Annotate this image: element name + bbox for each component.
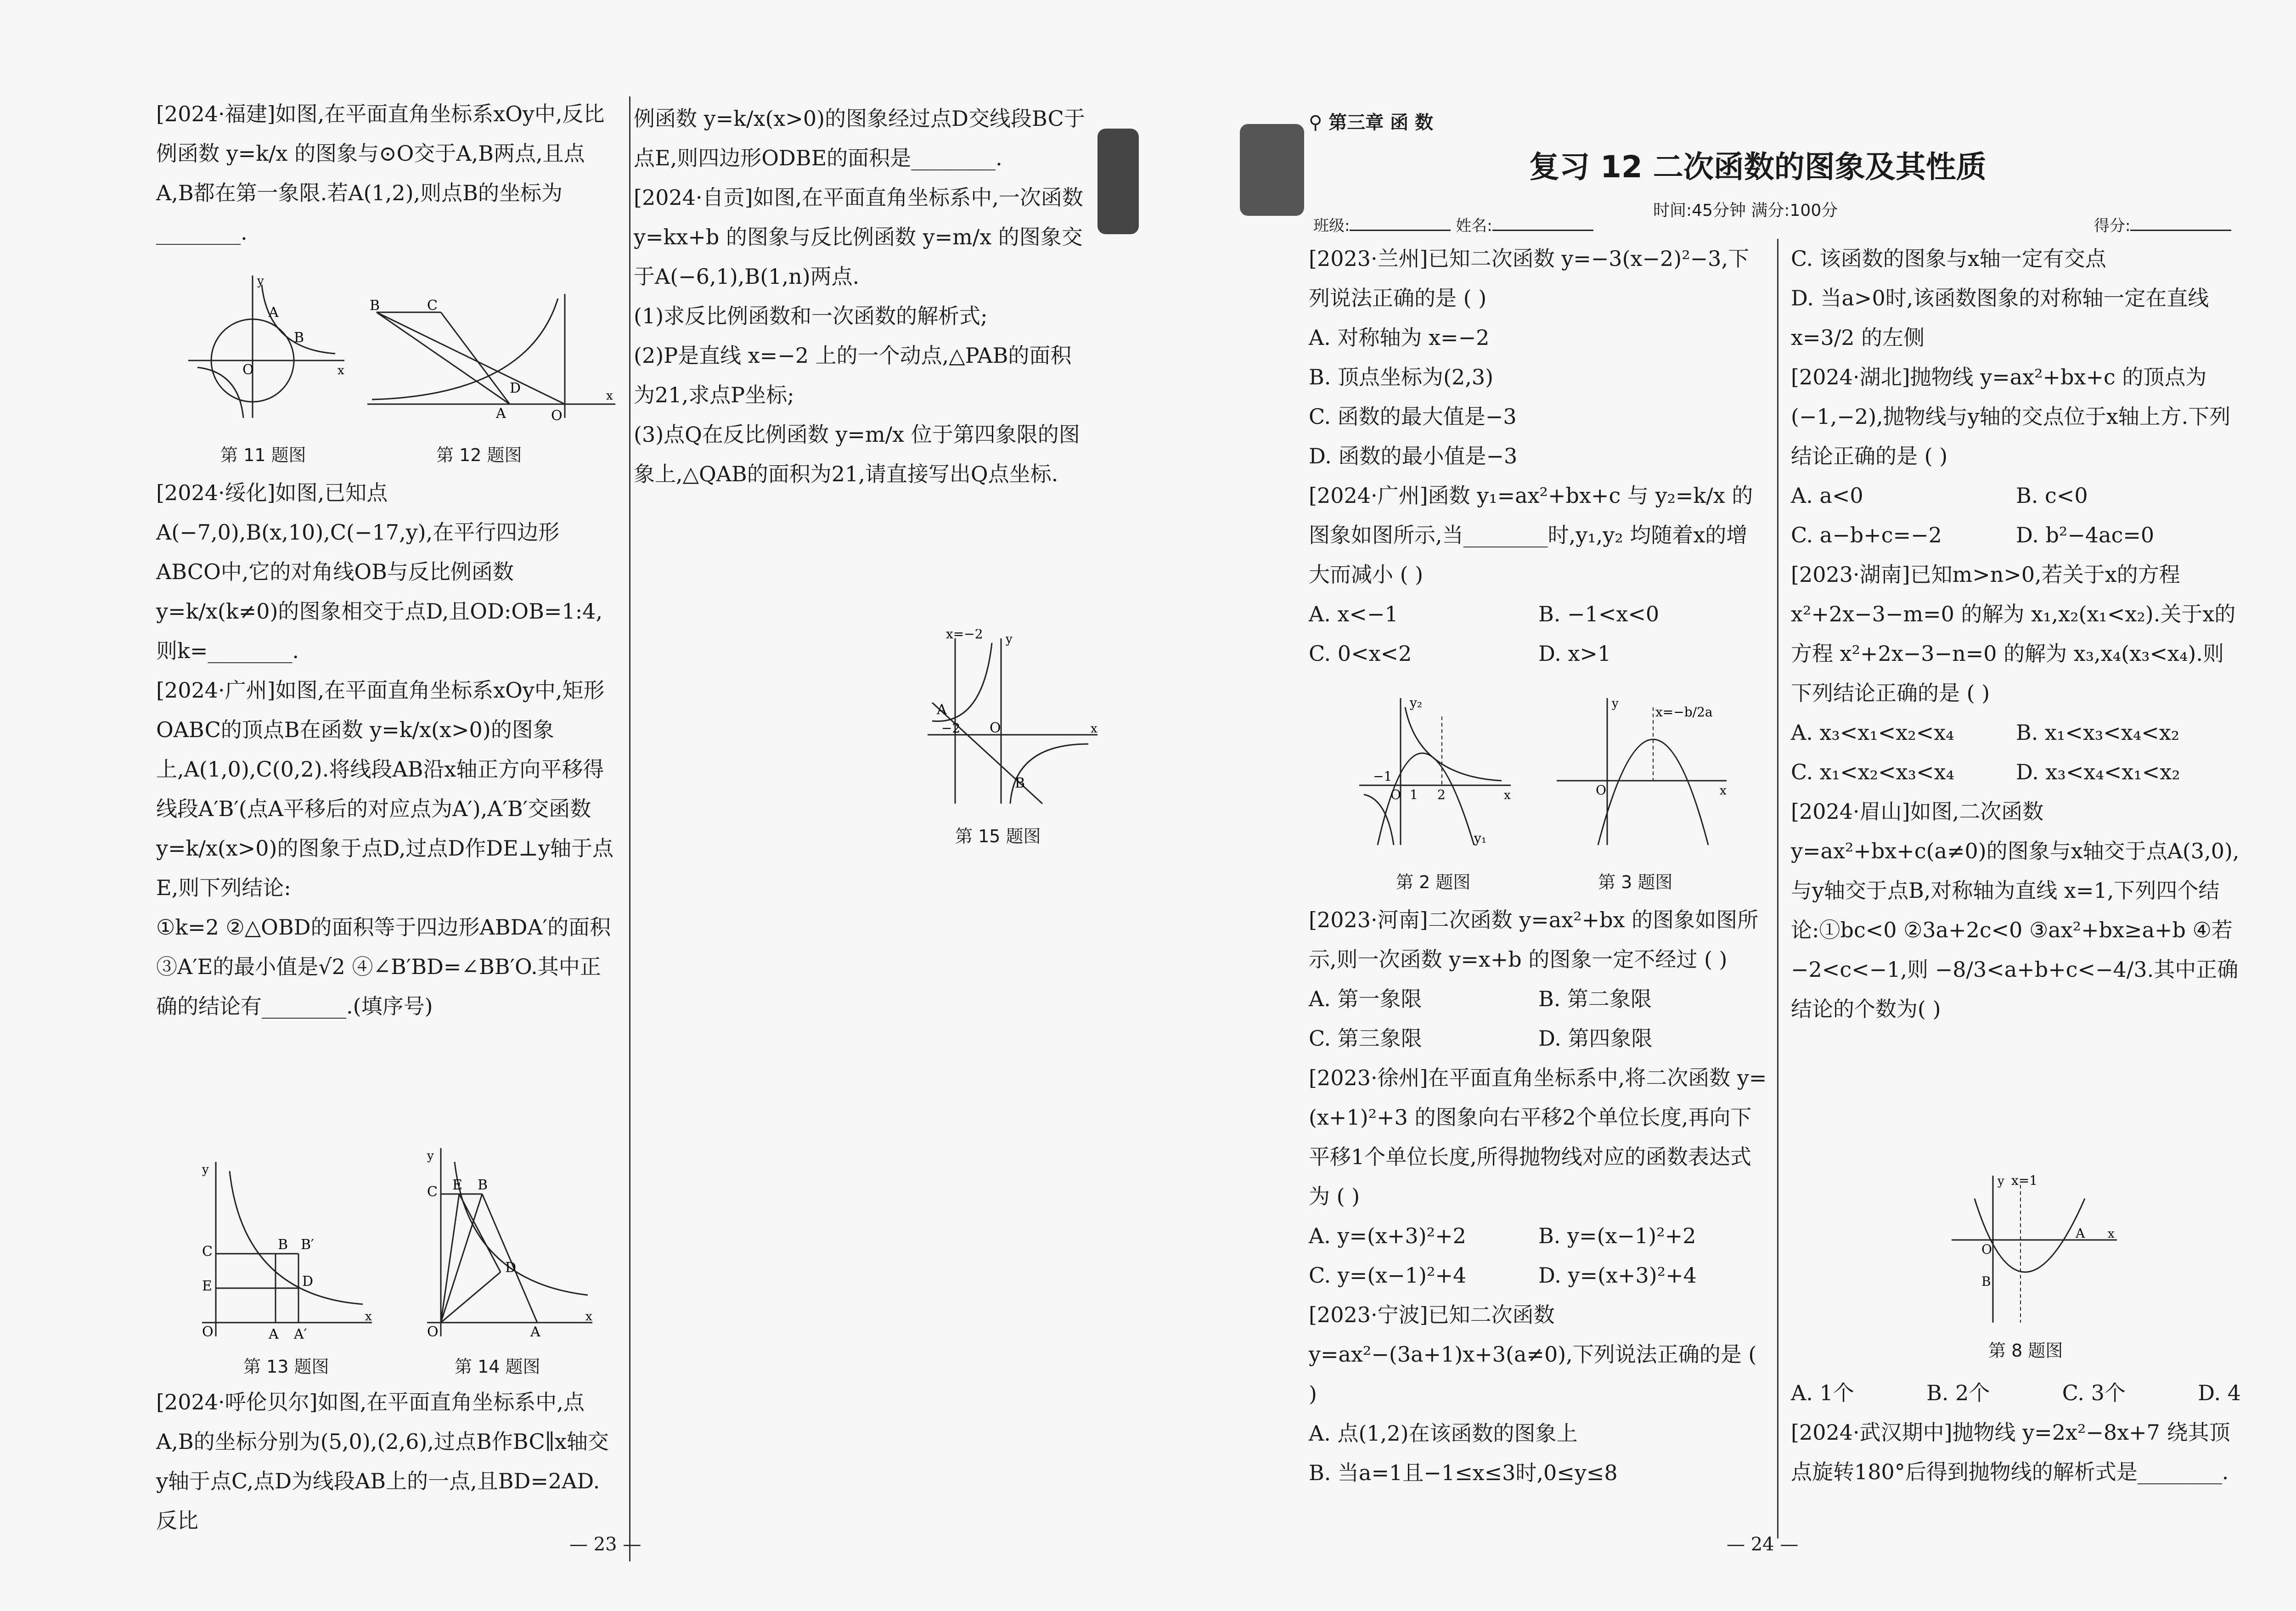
q2-option-d: D. x>1	[1538, 641, 1611, 666]
question-14	[156, 1382, 615, 1540]
svg-text:E: E	[452, 1177, 462, 1193]
q3-options-row1	[1309, 979, 1768, 1019]
svg-text:O: O	[202, 1324, 214, 1340]
question-9: [2024·武汉期中]抛物线 y=2x²−8x+7 绕其顶点旋转180°后得到抛物线的解析式是________.	[1791, 1420, 2230, 1484]
svg-text:x: x	[1720, 784, 1727, 798]
question-15-part1: (1)求反比例函数和一次函数的解析式;	[634, 304, 988, 328]
figure-2	[1355, 689, 1515, 850]
class-field	[1313, 211, 1593, 236]
q1-option-b: B. 顶点坐标为(2,3)	[1309, 365, 1494, 389]
fig12-caption: 第 12 题图	[436, 445, 522, 465]
svg-text:y: y	[1998, 1174, 2004, 1188]
svg-text:O: O	[1596, 783, 1606, 798]
column-divider	[629, 96, 630, 1561]
figure-12	[363, 289, 620, 427]
svg-text:O: O	[242, 362, 254, 378]
svg-text:y: y	[1612, 697, 1619, 710]
svg-text:y: y	[427, 1149, 434, 1163]
side-tab	[1097, 129, 1139, 234]
svg-text:1: 1	[1410, 787, 1418, 802]
svg-text:D: D	[510, 380, 521, 396]
chapter-text: 第三章 函 数	[1328, 112, 1434, 133]
right-col2-b	[1791, 1373, 2241, 1492]
chapter-label	[1309, 108, 1433, 134]
figure-14	[413, 1143, 597, 1341]
figure-13	[188, 1153, 381, 1346]
svg-text:2: 2	[1437, 787, 1446, 802]
question-text: [2024·自贡]如图,在平面直角坐标系中,一次函数 y=kx+b 的图象与反比例函数 y=m/x 的图象交于A(−6,1),B(1,n)两点.	[634, 185, 1083, 289]
question-text: [2024·绥化]如图,已知点A(−7,0),B(x,10),C(−17,y),在平行四边形ABCO中,它的对角线OB与反比例函数 y=k/x(k≠0)的图象相交于点D,且OD:OB=1:4,则k=________.	[156, 480, 603, 663]
name-label: 姓名:	[1456, 217, 1492, 235]
svg-text:x=−2: x=−2	[946, 629, 983, 642]
question-6: [2024·湖北]抛物线 y=ax²+bx+c 的顶点为(−1,−2),抛物线与y轴的交点位于x轴上方.下列结论正确的是 ( )	[1791, 365, 2231, 468]
svg-text:D: D	[505, 1260, 517, 1276]
question-13-conclusions: ①k=2 ②△OBD的面积等于四边形ABDA′的面积 ③A′E的最小值是√2 ④∠B′BD=∠BB′O.其中正确的结论有________.(填序号)	[156, 915, 611, 1019]
svg-text:A: A	[937, 702, 947, 718]
svg-text:y: y	[1006, 632, 1013, 646]
question-12	[156, 473, 615, 670]
class-label: 班级:	[1313, 217, 1350, 235]
question-text: [2024·呼伦贝尔]如图,在平面直角坐标系中,点A,B的坐标分别为(5,0),(2,6),过点B作BC∥x轴交y轴于点C,点D为线段AB上的一点,且BD=2AD.反比	[156, 1390, 609, 1533]
question-1: [2023·兰州]已知二次函数 y=−3(x−2)²−3,下列说法正确的是 ( )	[1309, 246, 1750, 310]
q7-options-row2	[1791, 752, 2241, 792]
fig13-caption: 第 13 题图	[243, 1357, 329, 1377]
q4-option-a: A. y=(x+3)²+2	[1309, 1223, 1466, 1248]
left-col2	[634, 99, 1088, 494]
right-col1	[1309, 239, 1768, 673]
svg-text:−2: −2	[941, 721, 961, 736]
svg-text:y₂: y₂	[1410, 695, 1423, 710]
svg-text:A: A	[2076, 1226, 2085, 1241]
fig14-caption: 第 14 题图	[455, 1357, 540, 1377]
q5-option-d: D. 当a>0时,该函数图象的对称轴一定在直线 x=3/2 的左侧	[1791, 286, 2209, 350]
svg-text:O: O	[990, 720, 1001, 736]
q8-option-a: A. 1个	[1791, 1380, 1854, 1405]
question-15-part2: (2)P是直线 x=−2 上的一个动点,△PAB的面积为21,求点P坐标;	[634, 343, 1072, 407]
svg-text:O: O	[1981, 1242, 1992, 1257]
q8-option-c: C. 3个	[2062, 1380, 2126, 1405]
fig11-caption: 第 11 题图	[220, 445, 306, 465]
q3-option-b: B. 第二象限	[1538, 986, 1652, 1011]
left-col1-b	[156, 473, 615, 1026]
q1-option-a: A. 对称轴为 x=−2	[1309, 325, 1490, 350]
svg-text:x: x	[1091, 722, 1097, 736]
svg-text:A: A	[269, 304, 279, 321]
svg-text:E: E	[202, 1278, 212, 1294]
svg-text:−1: −1	[1373, 769, 1392, 784]
figure-3	[1552, 689, 1736, 850]
svg-text:x: x	[606, 389, 613, 403]
chapter-tab	[1240, 124, 1304, 216]
q2-options-row2	[1309, 634, 1768, 673]
figure-8	[1947, 1171, 2122, 1327]
question-text: [2024·广州]如图,在平面直角坐标系xOy中,矩形OABC的顶点B在函数 y=k/x(x>0)的图象上,A(1,0),C(0,2).将线段AB沿x轴正方向平移得线段A′B′(点A平移后的对应点为A′),A′B′交函数 y=k/x(x>0)的图象于点D,过点D作DE⊥y轴于点E,则下列结论:	[156, 678, 613, 900]
svg-text:x: x	[2108, 1227, 2115, 1241]
q3-option-a: A. 第一象限	[1309, 986, 1422, 1011]
question-5: [2023·宁波]已知二次函数 y=ax²−(3a+1)x+3(a≠0),下列说法正确的是 ( )	[1309, 1302, 1757, 1406]
score-label: 得分:	[2094, 217, 2131, 235]
fig2-caption: 第 2 题图	[1396, 872, 1471, 892]
question-11	[156, 94, 615, 252]
right-col2	[1791, 239, 2241, 1029]
q5-option-c: C. 该函数的图象与x轴一定有交点	[1791, 246, 2106, 271]
q4-options-row1	[1309, 1216, 1768, 1256]
svg-text:A: A	[496, 406, 506, 422]
q1-option-d: D. 函数的最小值是−3	[1309, 444, 1518, 468]
q7-option-d: D. x₃<x₄<x₁<x₂	[2016, 760, 2180, 784]
q8-option-d: D. 4	[2198, 1380, 2241, 1405]
svg-text:x=1: x=1	[2011, 1173, 2038, 1188]
svg-text:A′: A′	[294, 1326, 307, 1342]
question-7: [2023·湖南]已知m>n>0,若关于x的方程 x²+2x−3−m=0 的解为 x₁,x₂(x₁<x₂).关于x的方程 x²+2x−3−n=0 的解为 x₃,x₄(x₃<x₄).则下列结论正确的是 ( )	[1791, 562, 2236, 705]
svg-text:y: y	[257, 274, 264, 288]
fig3-caption: 第 3 题图	[1598, 872, 1673, 892]
q3-option-d: D. 第四象限	[1538, 1026, 1653, 1051]
svg-text:x: x	[365, 1310, 372, 1324]
question-13	[156, 670, 615, 907]
q2-option-b: B. −1<x<0	[1538, 602, 1660, 626]
svg-text:C: C	[202, 1244, 213, 1260]
page-title: 复习 12 二次函数的图象及其性质	[1529, 149, 1986, 185]
svg-text:B: B	[1981, 1274, 1991, 1289]
svg-text:y₁: y₁	[1474, 831, 1487, 846]
question-15-part3: (3)点Q在反比例函数 y=m/x 位于第四象限的图象上,△QAB的面积为21,请直接写出Q点坐标.	[634, 422, 1080, 486]
figure-15	[923, 629, 1102, 813]
q4-option-d: D. y=(x+3)²+4	[1538, 1263, 1697, 1288]
q3-option-c: C. 第三象限	[1309, 1026, 1422, 1051]
left-col1	[156, 94, 615, 252]
svg-text:x=−b/2a: x=−b/2a	[1655, 704, 1713, 720]
svg-text:B′: B′	[301, 1237, 314, 1253]
q6-option-c: C. a−b+c=−2	[1791, 523, 1942, 547]
q6-option-b: B. c<0	[2016, 483, 2088, 508]
svg-text:B: B	[1015, 775, 1025, 791]
svg-text:x: x	[1504, 789, 1511, 802]
left-page-number: — 23 —	[569, 1534, 642, 1555]
svg-text:A: A	[530, 1324, 540, 1340]
q6-options-row1	[1791, 476, 2241, 515]
question-text: [2024·福建]如图,在平面直角坐标系xOy中,反比例函数 y=k/x 的图象与⊙O交于A,B两点,且点A,B都在第一象限.若A(1,2),则点B的坐标为________.	[156, 101, 605, 245]
q5-option-b: B. 当a=1且−1≤x≤3时,0≤y≤8	[1309, 1460, 1618, 1485]
q6-option-a: A. a<0	[1791, 483, 1863, 508]
q6-option-d: D. b²−4ac=0	[2016, 523, 2155, 547]
svg-text:D: D	[302, 1273, 314, 1290]
q4-option-c: C. y=(x−1)²+4	[1309, 1263, 1467, 1288]
svg-text:O: O	[1390, 787, 1401, 802]
q5-option-a: A. 点(1,2)在该函数的图象上	[1309, 1421, 1578, 1446]
right-col1-b	[1309, 900, 1768, 1493]
q6-options-row2	[1791, 515, 2241, 555]
svg-text:C: C	[427, 298, 438, 314]
q7-option-a: A. x₃<x₁<x₂<x₄	[1791, 720, 1954, 745]
pin-icon: ⚲	[1309, 112, 1329, 133]
question-8: [2024·眉山]如图,二次函数 y=ax²+bx+c(a≠0)的图象与x轴交于点A(3,0),与y轴交于点B,对称轴为直线 x=1,下列四个结论:①bc<0 ②3a+2c<0 ③ax²+bx≥a+b ④若−2<c<−1,则 −8/3<a+b+c<−4/3.其中正确结论的个数为( )	[1791, 799, 2240, 1021]
time-score-meta: 时间:45分钟 满分:100分	[1653, 201, 1838, 220]
figure-11	[184, 271, 349, 422]
score-field	[2094, 211, 2231, 236]
q8-options-row	[1791, 1373, 2241, 1413]
svg-text:B: B	[294, 330, 304, 346]
question-4: [2023·徐州]在平面直角坐标系中,将二次函数 y=(x+1)²+3 的图象向右平移2个单位长度,再向下平移1个单位长度,所得抛物线对应的函数表达式为 ( )	[1309, 1065, 1767, 1209]
fig8-caption: 第 8 题图	[1988, 1341, 2063, 1361]
column-divider-right	[1777, 239, 1778, 1538]
q7-options-row1	[1791, 713, 2241, 752]
fig15-caption: 第 15 题图	[955, 826, 1041, 846]
svg-text:B: B	[370, 298, 380, 314]
svg-text:O: O	[551, 408, 563, 424]
question-2: [2024·广州]函数 y₁=ax²+bx+c 与 y₂=k/x 的图象如图所示,当________时,y₁,y₂ 均随着x的增大而减小 ( )	[1309, 483, 1753, 587]
q2-option-c: C. 0<x<2	[1309, 641, 1412, 666]
q7-option-b: B. x₁<x₃<x₄<x₂	[2016, 720, 2180, 745]
svg-text:O: O	[427, 1324, 439, 1340]
svg-text:B: B	[278, 1237, 288, 1253]
q8-option-b: B. 2个	[1926, 1380, 1990, 1405]
question-14-continued: 例函数 y=k/x(x>0)的图象经过点D交线段BC于点E,则四边形ODBE的面积是________.	[634, 106, 1085, 170]
q7-option-c: C. x₁<x₂<x₃<x₄	[1791, 760, 1954, 784]
q1-option-c: C. 函数的最大值是−3	[1309, 404, 1517, 429]
svg-text:y: y	[202, 1163, 209, 1177]
svg-text:x: x	[585, 1310, 592, 1324]
right-page-number: — 24 —	[1727, 1534, 1799, 1555]
q2-option-a: A. x<−1	[1309, 602, 1398, 626]
q4-options-row2	[1309, 1256, 1768, 1295]
q3-options-row2	[1309, 1019, 1768, 1058]
q4-option-b: B. y=(x−1)²+2	[1538, 1223, 1696, 1248]
svg-text:C: C	[427, 1184, 438, 1200]
svg-text:A: A	[269, 1326, 279, 1342]
left-col1-c	[156, 1382, 615, 1540]
svg-text:x: x	[338, 364, 344, 377]
question-3: [2023·河南]二次函数 y=ax²+bx 的图象如图所示,则一次函数 y=x+b 的图象一定不经过 ( )	[1309, 907, 1759, 972]
question-15	[634, 178, 1088, 296]
q2-options-row1	[1309, 594, 1768, 634]
svg-text:B: B	[478, 1177, 488, 1193]
